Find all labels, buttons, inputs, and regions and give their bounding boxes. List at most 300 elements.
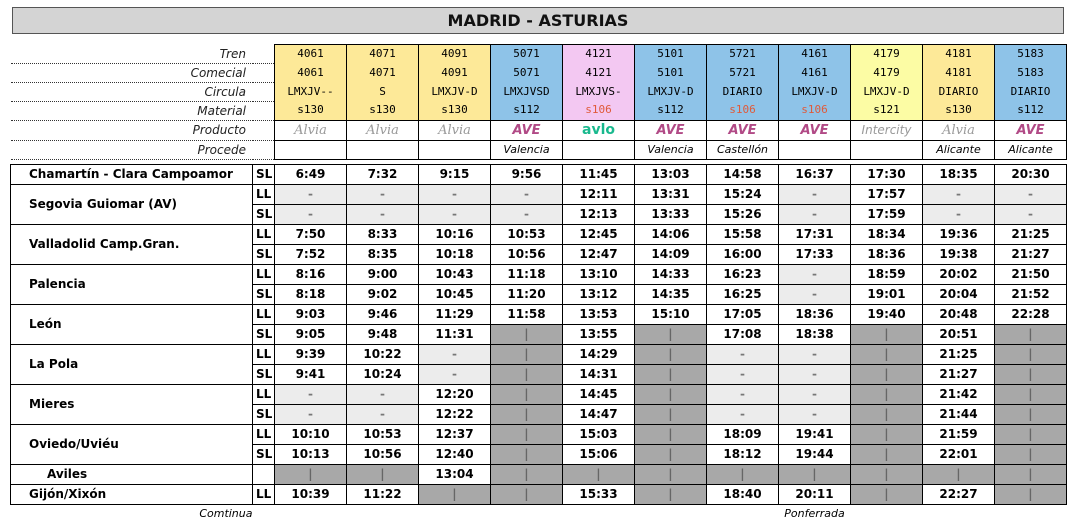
time-cell: 11:20: [491, 284, 563, 304]
time-cell: 21:44: [923, 404, 995, 424]
time-cell: 6:49: [275, 164, 347, 184]
train-comercial-cell: 4179: [851, 63, 923, 82]
time-cell: -: [419, 364, 491, 384]
stop-type: SL: [253, 444, 275, 464]
stop-type: SL: [253, 164, 275, 184]
time-cell: 15:10: [635, 304, 707, 324]
train-circula-cell: LMXJV-D: [419, 82, 491, 101]
train-producto-cell: [275, 120, 347, 140]
table-row: [11, 304, 1067, 324]
time-cell: 10:10: [275, 424, 347, 444]
product-logo: AVE: [656, 122, 685, 138]
station-name: Oviedo/Uviéu: [11, 424, 253, 464]
train-material-cell: s112: [995, 101, 1067, 120]
train-material-cell: s130: [347, 101, 419, 120]
time-cell: 19:41: [779, 424, 851, 444]
time-cell: 19:01: [851, 284, 923, 304]
train-producto-cell: [923, 120, 995, 140]
train-procede-cell: [563, 140, 635, 159]
table-row: [11, 224, 1067, 244]
time-cell: 14:45: [563, 384, 635, 404]
time-cell: |: [851, 484, 923, 504]
train-tren-cell: 4161: [779, 45, 851, 64]
time-cell: 19:36: [923, 224, 995, 244]
train-circula-cell: LMXJV-D: [779, 82, 851, 101]
stop-type: LL: [253, 264, 275, 284]
time-cell: 22:27: [923, 484, 995, 504]
time-cell: 17:31: [779, 224, 851, 244]
header-label-comercial: Comecial: [11, 63, 275, 82]
train-circula-cell: LMXJV--: [275, 82, 347, 101]
time-cell: |: [995, 324, 1067, 344]
time-cell: |: [491, 364, 563, 384]
train-material-cell: s106: [563, 101, 635, 120]
train-comercial-cell: 4121: [563, 63, 635, 82]
time-cell: |: [491, 464, 563, 484]
time-cell: 11:22: [347, 484, 419, 504]
time-cell: 20:51: [923, 324, 995, 344]
time-cell: |: [347, 464, 419, 484]
station-name: Gijón/Xixón: [11, 484, 253, 504]
train-procede-cell: Alicante: [995, 140, 1067, 159]
train-circula-cell: DIARIO: [995, 82, 1067, 101]
time-cell: 13:12: [563, 284, 635, 304]
time-cell: |: [491, 444, 563, 464]
header-label-procede: Procede: [11, 140, 275, 159]
stop-type: LL: [253, 484, 275, 504]
time-cell: |: [851, 364, 923, 384]
train-comercial-cell: 4061: [275, 63, 347, 82]
time-cell: 15:58: [707, 224, 779, 244]
time-cell: |: [275, 464, 347, 484]
time-cell: -: [779, 364, 851, 384]
train-comercial-cell: 4181: [923, 63, 995, 82]
station-name: Valladolid Camp.Gran.: [11, 224, 253, 264]
train-tren-cell: 5101: [635, 45, 707, 64]
time-cell: |: [995, 424, 1067, 444]
time-cell: 19:40: [851, 304, 923, 324]
time-cell: |: [635, 424, 707, 444]
train-comercial-cell: 5721: [707, 63, 779, 82]
train-circula-cell: LMXJVSD: [491, 82, 563, 101]
time-cell: -: [275, 384, 347, 404]
stop-type: SL: [253, 244, 275, 264]
time-cell: 16:23: [707, 264, 779, 284]
time-cell: 7:52: [275, 244, 347, 264]
train-material-cell: s130: [419, 101, 491, 120]
stop-type: SL: [253, 404, 275, 424]
train-circula-cell: S: [347, 82, 419, 101]
time-cell: 21:52: [995, 284, 1067, 304]
train-tren-cell: 4179: [851, 45, 923, 64]
time-cell: 18:35: [923, 164, 995, 184]
station-name: Chamartín - Clara Campoamor: [11, 164, 253, 184]
table-row: [11, 184, 1067, 204]
time-cell: |: [851, 324, 923, 344]
table-row: [11, 344, 1067, 364]
train-material-cell: s121: [851, 101, 923, 120]
time-cell: 20:11: [779, 484, 851, 504]
stop-type: SL: [253, 324, 275, 344]
time-cell: 10:24: [347, 364, 419, 384]
time-cell: -: [707, 404, 779, 424]
time-cell: 19:38: [923, 244, 995, 264]
time-cell: 14:35: [635, 284, 707, 304]
product-logo: Alvia: [942, 122, 975, 138]
time-cell: |: [491, 324, 563, 344]
footer-ponferrada: Ponferrada: [784, 506, 845, 520]
time-cell: |: [995, 444, 1067, 464]
time-cell: 10:53: [347, 424, 419, 444]
time-cell: -: [707, 384, 779, 404]
stop-type: SL: [253, 204, 275, 224]
time-cell: -: [923, 184, 995, 204]
time-cell: 14:47: [563, 404, 635, 424]
header-row-material: [11, 101, 1067, 120]
time-cell: -: [419, 184, 491, 204]
product-logo: Alvia: [366, 122, 399, 138]
time-cell: |: [995, 344, 1067, 364]
header-row-producto: [11, 120, 1067, 140]
time-cell: 18:12: [707, 444, 779, 464]
time-cell: -: [347, 184, 419, 204]
time-cell: 11:31: [419, 324, 491, 344]
time-cell: |: [851, 344, 923, 364]
time-cell: 7:50: [275, 224, 347, 244]
time-cell: |: [635, 324, 707, 344]
time-cell: |: [635, 364, 707, 384]
time-cell: 20:30: [995, 164, 1067, 184]
timetable: [10, 44, 1067, 523]
time-cell: 14:29: [563, 344, 635, 364]
train-producto-cell: [635, 120, 707, 140]
time-cell: |: [635, 384, 707, 404]
time-cell: 17:59: [851, 204, 923, 224]
time-cell: 10:56: [347, 444, 419, 464]
time-cell: 10:16: [419, 224, 491, 244]
time-cell: 10:45: [419, 284, 491, 304]
time-cell: 10:13: [275, 444, 347, 464]
time-cell: |: [491, 424, 563, 444]
time-cell: 12:11: [563, 184, 635, 204]
time-cell: -: [779, 344, 851, 364]
time-cell: |: [851, 404, 923, 424]
time-cell: |: [851, 384, 923, 404]
time-cell: -: [275, 204, 347, 224]
train-comercial-cell: 5183: [995, 63, 1067, 82]
time-cell: 12:37: [419, 424, 491, 444]
train-material-cell: s130: [923, 101, 995, 120]
time-cell: |: [923, 464, 995, 484]
train-material-cell: s106: [779, 101, 851, 120]
time-cell: |: [635, 444, 707, 464]
time-cell: 11:29: [419, 304, 491, 324]
stop-type: SL: [253, 284, 275, 304]
time-cell: |: [419, 484, 491, 504]
time-cell: 18:36: [779, 304, 851, 324]
train-material-cell: s106: [707, 101, 779, 120]
time-cell: 9:03: [275, 304, 347, 324]
train-procede-cell: Valencia: [491, 140, 563, 159]
time-cell: -: [707, 364, 779, 384]
time-cell: 15:03: [563, 424, 635, 444]
time-cell: -: [779, 384, 851, 404]
time-cell: 9:41: [275, 364, 347, 384]
time-cell: 9:39: [275, 344, 347, 364]
stop-type: [253, 464, 275, 484]
time-cell: 15:06: [563, 444, 635, 464]
time-cell: 8:33: [347, 224, 419, 244]
time-cell: |: [563, 464, 635, 484]
train-comercial-cell: 4071: [347, 63, 419, 82]
table-row: [11, 164, 1067, 184]
page-title: MADRID - ASTURIAS: [12, 7, 1064, 34]
train-comercial-cell: 5071: [491, 63, 563, 82]
train-producto-cell: [563, 120, 635, 140]
product-logo: AVE: [800, 122, 829, 138]
time-cell: -: [995, 204, 1067, 224]
time-cell: -: [491, 204, 563, 224]
time-cell: 22:28: [995, 304, 1067, 324]
time-cell: -: [779, 264, 851, 284]
footer-continua: Comtinua: [199, 506, 253, 520]
time-cell: 18:34: [851, 224, 923, 244]
train-producto-cell: [779, 120, 851, 140]
time-cell: 9:15: [419, 164, 491, 184]
time-cell: 16:25: [707, 284, 779, 304]
station-name: Aviles: [11, 464, 253, 484]
time-cell: 21:59: [923, 424, 995, 444]
time-cell: -: [779, 184, 851, 204]
train-circula-cell: LMXJVS-: [563, 82, 635, 101]
time-cell: 21:25: [923, 344, 995, 364]
train-procede-cell: [851, 140, 923, 159]
time-cell: |: [995, 464, 1067, 484]
train-circula-cell: LMXJV-D: [851, 82, 923, 101]
time-cell: |: [707, 464, 779, 484]
time-cell: 20:48: [923, 304, 995, 324]
header-row-circula: [11, 82, 1067, 101]
train-material-cell: s112: [491, 101, 563, 120]
product-logo: avlo: [582, 122, 615, 138]
header-label-tren: Tren: [11, 45, 275, 64]
train-tren-cell: 4061: [275, 45, 347, 64]
time-cell: 13:03: [635, 164, 707, 184]
time-cell: 14:31: [563, 364, 635, 384]
table-row: [11, 424, 1067, 444]
train-comercial-cell: 4091: [419, 63, 491, 82]
time-cell: 9:02: [347, 284, 419, 304]
train-material-cell: s112: [635, 101, 707, 120]
train-producto-cell: [851, 120, 923, 140]
time-cell: 12:22: [419, 404, 491, 424]
train-comercial-cell: 5101: [635, 63, 707, 82]
train-tren-cell: 4071: [347, 45, 419, 64]
train-procede-cell: [275, 140, 347, 159]
product-logo: Alvia: [294, 122, 327, 138]
time-cell: |: [995, 364, 1067, 384]
time-cell: 21:27: [923, 364, 995, 384]
stop-type: LL: [253, 184, 275, 204]
product-logo: AVE: [1016, 122, 1045, 138]
product-logo: AVE: [512, 122, 541, 138]
stop-type: LL: [253, 424, 275, 444]
time-cell: 11:45: [563, 164, 635, 184]
time-cell: 10:39: [275, 484, 347, 504]
train-tren-cell: 4091: [419, 45, 491, 64]
time-cell: 15:33: [563, 484, 635, 504]
time-cell: 14:09: [635, 244, 707, 264]
station-name: Mieres: [11, 384, 253, 424]
time-cell: 10:43: [419, 264, 491, 284]
time-cell: |: [635, 484, 707, 504]
time-cell: |: [995, 384, 1067, 404]
station-name: Segovia Guiomar (AV): [11, 184, 253, 224]
time-cell: 17:33: [779, 244, 851, 264]
train-procede-cell: Valencia: [635, 140, 707, 159]
time-cell: |: [779, 464, 851, 484]
train-procede-cell: [779, 140, 851, 159]
time-cell: 12:20: [419, 384, 491, 404]
train-procede-cell: [419, 140, 491, 159]
time-cell: 10:53: [491, 224, 563, 244]
time-cell: -: [491, 184, 563, 204]
time-cell: 9:00: [347, 264, 419, 284]
time-cell: 8:16: [275, 264, 347, 284]
time-cell: -: [779, 404, 851, 424]
time-cell: |: [491, 384, 563, 404]
station-name: La Pola: [11, 344, 253, 384]
table-row: [11, 484, 1067, 504]
header-label-producto: Producto: [11, 120, 275, 140]
time-cell: 12:47: [563, 244, 635, 264]
time-cell: |: [635, 404, 707, 424]
train-procede-cell: Alicante: [923, 140, 995, 159]
time-cell: 21:25: [995, 224, 1067, 244]
time-cell: 9:48: [347, 324, 419, 344]
train-producto-cell: [995, 120, 1067, 140]
train-producto-cell: [707, 120, 779, 140]
table-row: [11, 464, 1067, 484]
time-cell: 20:02: [923, 264, 995, 284]
train-tren-cell: 5721: [707, 45, 779, 64]
time-cell: 17:30: [851, 164, 923, 184]
time-cell: 9:46: [347, 304, 419, 324]
time-cell: 18:40: [707, 484, 779, 504]
time-cell: 8:35: [347, 244, 419, 264]
time-cell: -: [779, 204, 851, 224]
station-name: Palencia: [11, 264, 253, 304]
time-cell: 12:45: [563, 224, 635, 244]
stop-type: SL: [253, 364, 275, 384]
train-comercial-cell: 4161: [779, 63, 851, 82]
train-tren-cell: 4121: [563, 45, 635, 64]
time-cell: |: [851, 444, 923, 464]
time-cell: 13:55: [563, 324, 635, 344]
time-cell: 13:53: [563, 304, 635, 324]
time-cell: 19:44: [779, 444, 851, 464]
time-cell: 8:18: [275, 284, 347, 304]
time-cell: 13:04: [419, 464, 491, 484]
time-cell: 10:18: [419, 244, 491, 264]
time-cell: 17:57: [851, 184, 923, 204]
time-cell: 21:27: [995, 244, 1067, 264]
time-cell: -: [347, 404, 419, 424]
header-row-tren: [11, 45, 1067, 64]
header-label-material: Material: [11, 101, 275, 120]
train-procede-cell: Castellón: [707, 140, 779, 159]
train-procede-cell: [347, 140, 419, 159]
train-producto-cell: [347, 120, 419, 140]
time-cell: 12:13: [563, 204, 635, 224]
time-cell: 18:09: [707, 424, 779, 444]
table-row: [11, 264, 1067, 284]
table-row: [11, 384, 1067, 404]
header-row-procede: [11, 140, 1067, 159]
product-logo: Intercity: [861, 123, 912, 137]
time-cell: |: [491, 344, 563, 364]
time-cell: 11:58: [491, 304, 563, 324]
time-cell: 22:01: [923, 444, 995, 464]
time-cell: 14:06: [635, 224, 707, 244]
time-cell: 21:42: [923, 384, 995, 404]
train-tren-cell: 4181: [923, 45, 995, 64]
time-cell: |: [635, 464, 707, 484]
time-cell: 10:56: [491, 244, 563, 264]
time-cell: 15:26: [707, 204, 779, 224]
time-cell: |: [491, 404, 563, 424]
time-cell: -: [419, 344, 491, 364]
time-cell: 9:05: [275, 324, 347, 344]
train-producto-cell: [419, 120, 491, 140]
train-producto-cell: [491, 120, 563, 140]
time-cell: 15:24: [707, 184, 779, 204]
time-cell: 13:33: [635, 204, 707, 224]
time-cell: |: [995, 404, 1067, 424]
time-cell: -: [347, 204, 419, 224]
time-cell: 17:08: [707, 324, 779, 344]
time-cell: 12:40: [419, 444, 491, 464]
time-cell: -: [419, 204, 491, 224]
time-cell: |: [635, 344, 707, 364]
time-cell: -: [347, 384, 419, 404]
train-circula-cell: DIARIO: [923, 82, 995, 101]
time-cell: -: [275, 184, 347, 204]
time-cell: -: [275, 404, 347, 424]
time-cell: 20:04: [923, 284, 995, 304]
header-row-comercial: [11, 63, 1067, 82]
train-tren-cell: 5071: [491, 45, 563, 64]
time-cell: 16:00: [707, 244, 779, 264]
time-cell: 14:33: [635, 264, 707, 284]
time-cell: 14:58: [707, 164, 779, 184]
time-cell: 16:37: [779, 164, 851, 184]
time-cell: -: [923, 204, 995, 224]
time-cell: 7:32: [347, 164, 419, 184]
time-cell: -: [779, 284, 851, 304]
stop-type: LL: [253, 304, 275, 324]
time-cell: 10:22: [347, 344, 419, 364]
time-cell: 17:05: [707, 304, 779, 324]
stop-type: LL: [253, 384, 275, 404]
stop-type: LL: [253, 344, 275, 364]
time-cell: 21:50: [995, 264, 1067, 284]
time-cell: 11:18: [491, 264, 563, 284]
time-cell: 13:10: [563, 264, 635, 284]
train-circula-cell: DIARIO: [707, 82, 779, 101]
time-cell: -: [707, 344, 779, 364]
time-cell: |: [491, 484, 563, 504]
